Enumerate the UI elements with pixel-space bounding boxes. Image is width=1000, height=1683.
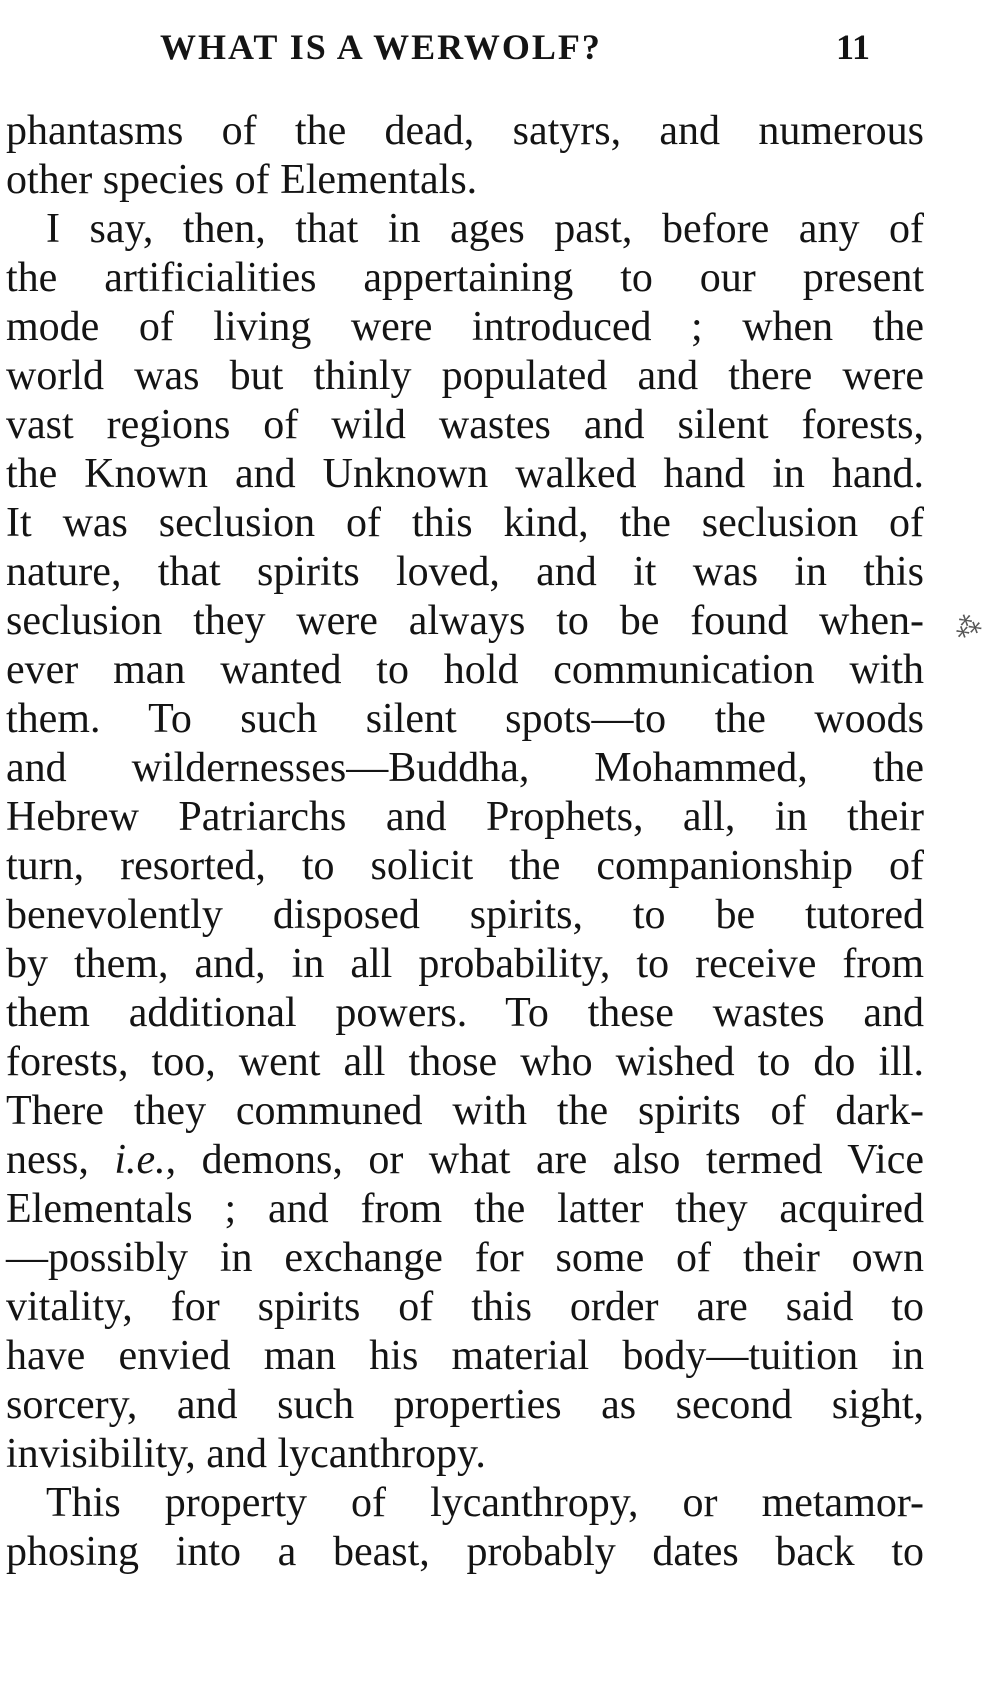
text-line: phantasms of the dead, satyrs, and numerous [6,108,924,154]
text-line: by them, and, in all probability, to receive from [6,941,924,987]
page-number: 11 [835,27,870,67]
text-line: It was seclusion of this kind, the seclusion of [6,500,924,546]
text-line: There they communed with the spirits of dark- [6,1088,924,1134]
text-line: have envied man his material body—tuition in [6,1333,924,1379]
margin-speck-mark: ⁂ [950,608,986,645]
text-line-with-italic [6,1136,924,1185]
running-head [0,26,930,86]
text-line: sorcery, and such properties as second sight, [6,1382,924,1428]
text-line: This property of lycanthropy, or metamor- [46,1480,924,1526]
text-line: vast regions of wild wastes and silent forests, [6,402,924,448]
text-segment: ness, [6,1137,115,1183]
text-line: the artificialities appertaining to our present [6,255,924,301]
text-line: them. To such silent spots—to the woods [6,696,924,742]
text-line: other species of Elementals. [6,157,478,203]
body-text [6,107,924,1577]
text-line: vitality, for spirits of this order are said to [6,1284,924,1330]
text-line: world was but thinly populated and there were [6,353,924,399]
text-line: phosing into a beast, probably dates back to [6,1529,924,1575]
text-line: seclusion they were always to be found when- [6,598,924,644]
running-title: WHAT IS A WERWOLF? [160,27,602,67]
text-line: the Known and Unknown walked hand in hand. [6,451,924,497]
text-segment: , demons, or what are also termed Vice [165,1137,924,1183]
text-line: them additional powers. To these wastes and [6,990,924,1036]
text-line: ever man wanted to hold communication with [6,647,924,693]
text-line: forests, too, went all those who wished to do ill. [6,1039,924,1085]
text-line: turn, resorted, to solicit the companionship of [6,843,924,889]
text-line: benevolently disposed spirits, to be tutored [6,892,924,938]
text-line: and wildernesses—Buddha, Mohammed, the [6,745,924,791]
text-line: invisibility, and lycanthropy. [6,1431,486,1477]
text-line: mode of living were introduced ; when the [6,304,924,350]
text-line: Elementals ; and from the latter they acquired [6,1186,924,1232]
italic-abbreviation: i.e. [114,1137,166,1183]
text-line: nature, that spirits loved, and it was in this [6,549,924,595]
text-line: I say, then, that in ages past, before any of [46,206,924,252]
text-line: Hebrew Patriarchs and Prophets, all, in their [6,794,924,840]
text-line: —possibly in exchange for some of their own [6,1235,924,1281]
